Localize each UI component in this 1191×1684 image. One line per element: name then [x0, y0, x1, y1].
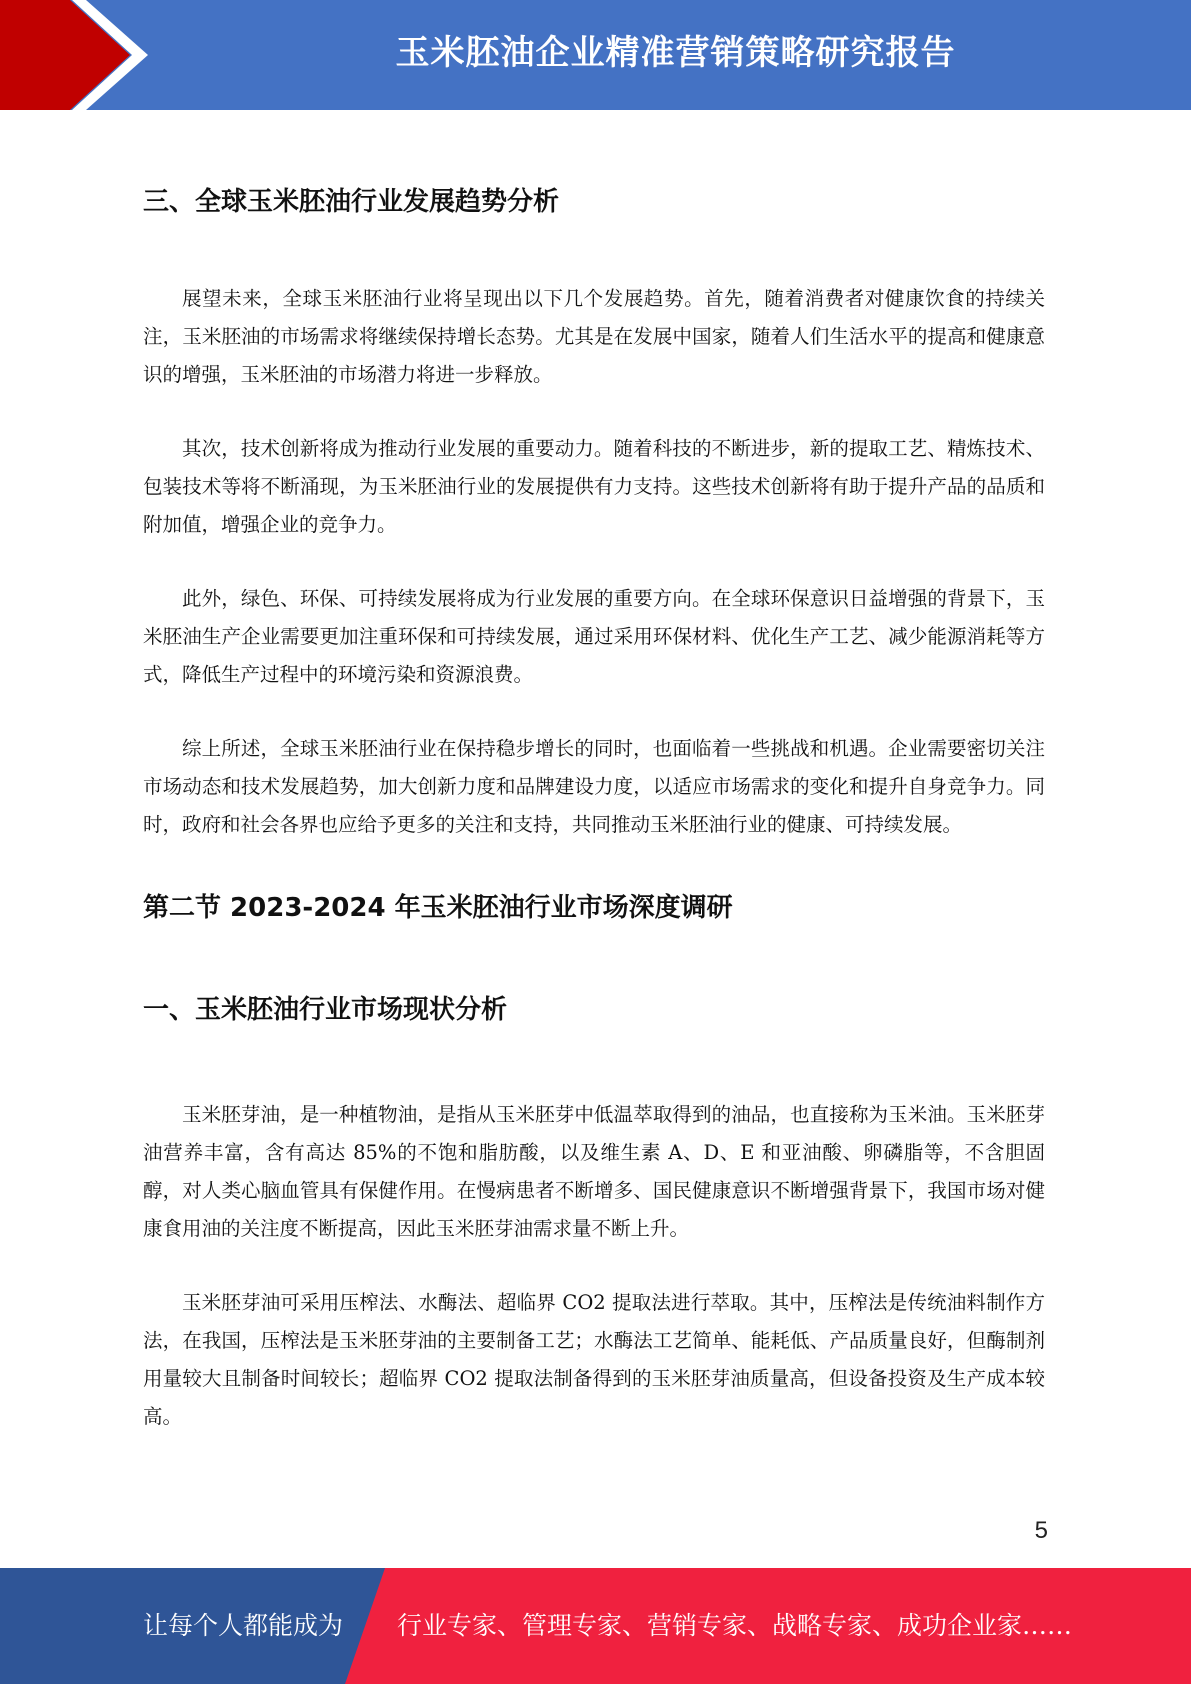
paragraph-innovation: 其次，技术创新将成为推动行业发展的重要动力。随着科技的不断进步，新的提取工艺、精炼技术、包装技术等将不断涌现，为玉米胚油行业的发展提供有力支持。这些技术创新将有助于提升产品的品质和附加值，增强企业的竞争力。 [143, 437, 1045, 536]
paragraph-outlook: 展望未来，全球玉米胚油行业将呈现出以下几个发展趋势。首先，随着消费者对健康饮食的持续关注，玉米胚油的市场需求将继续保持增长态势。尤其是在发展中国家，随着人们生活水平的提高和健康意识的增强，玉米胚油的市场潜力将进一步释放。 [143, 287, 1045, 386]
page-footer [0, 1568, 1191, 1684]
paragraph-extraction-methods: 玉米胚芽油可采用压榨法、水酶法、超临界 CO2 提取法进行萃取。其中，压榨法是传统油料制作方法，在我国，压榨法是玉米胚芽油的主要制备工艺；水酶法工艺简单、能耗低、产品质量良好，但酶制剂用量较大且制备时间较长；超临界 CO2 提取法制备得到的玉米胚芽油质量高，但设备投资及生产成本较高。 [143, 1291, 1045, 1428]
footer-slogan: 让每个人都能成为 [143, 1611, 344, 1640]
section-heading-market-research: 第二节 2023-2024 年玉米胚油行业市场深度调研 [143, 893, 733, 923]
report-title: 玉米胚油企业精准营销策略研究报告 [395, 33, 956, 73]
paragraph-sustainability: 此外，绿色、环保、可持续发展将成为行业发展的重要方向。在全球环保意识日益增强的背景下，玉米胚油生产企业需要更加注重环保和可持续发展，通过采用环保材料、优化生产工艺、减少能源消耗等方式，降低生产过程中的环境污染和资源浪费。 [143, 587, 1045, 686]
section-heading-global-trends: 三、全球玉米胚油行业发展趋势分析 [143, 187, 560, 217]
page-number: 5 [1034, 1517, 1048, 1544]
section-heading-market-status: 一、玉米胚油行业市场现状分析 [143, 995, 508, 1025]
page-content [143, 170, 1045, 1436]
paragraph-corn-germ-oil-intro: 玉米胚芽油，是一种植物油，是指从玉米胚芽中低温萃取得到的油品，也直接称为玉米油。玉米胚芽油营养丰富，含有高达 85%的不饱和脂肪酸，以及维生素 A、D、E 和亚油酸、卵磷脂等，不含胆固醇，对人类心脑血管具有保健作用。在慢病患者不断增多、国民健康意识不断增强背景下，我国市场对健康食用油的关注度不断提高，因此玉米胚芽油需求量不断上升。 [143, 1103, 1045, 1240]
paragraph-summary: 综上所述，全球玉米胚油行业在保持稳步增长的同时，也面临着一些挑战和机遇。企业需要密切关注市场动态和技术发展趋势，加大创新力度和品牌建设力度，以适应市场需求的变化和提升自身竞争力。同时，政府和社会各界也应给予更多的关注和支持，共同推动玉米胚油行业的健康、可持续发展。 [143, 737, 1045, 836]
header-arrow-decoration [0, 0, 160, 110]
page-header [0, 0, 1191, 110]
footer-tagline: 行业专家、管理专家、营销专家、战略专家、成功企业家…… [397, 1611, 1073, 1640]
